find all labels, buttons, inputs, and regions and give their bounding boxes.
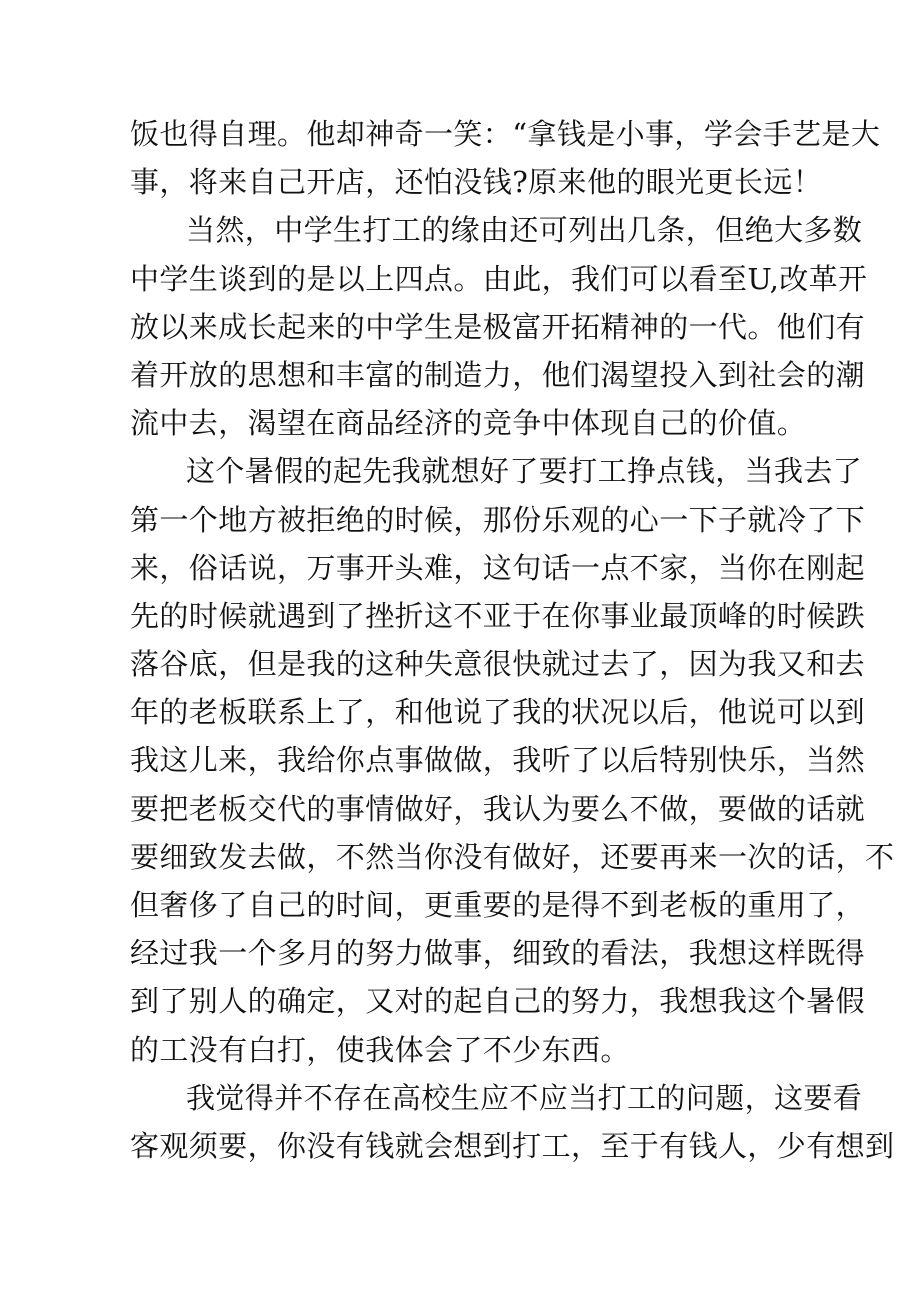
text-line: 落谷底，但是我的这种失意很快就过去了，因为我又和去 <box>130 647 866 682</box>
text-line: 来，俗话说，万事开头难，这句话一点不家，当你在刚起 <box>130 550 866 585</box>
text-line: 放以来成长起来的中学生是极富开拓精神的一代。他们有 <box>130 309 866 344</box>
text-line: 年的老板联系上了，和他说了我的状况以后，他说可以到 <box>130 695 866 730</box>
text-line: 事，将来自己开店，还怕没钱?原来他的眼光更长远！ <box>130 165 823 200</box>
text-line: 先的时候就遇到了挫折这不亚于在你事业最顶峰的时候跌 <box>130 598 866 633</box>
paragraph-start-line: 当然，中学生打工的缘由还可列出几条，但绝大多数 <box>186 213 863 248</box>
text-line: 经过我一个多月的努力做事，细致的看法，我想这样既得 <box>130 936 866 971</box>
text-line: 要把老板交代的事情做好，我认为要么不做，要做的话就 <box>130 791 866 826</box>
text-line: 着开放的思想和丰富的制造力，他们渴望投入到社会的潮 <box>130 357 866 392</box>
text-line: 饭也得自理。他却神奇一笑：“拿钱是小事，学会手艺是大 <box>130 117 881 151</box>
paragraph-start-line: 这个暑假的起先我就想好了要打工挣点钱，当我去了 <box>186 454 863 489</box>
document-body <box>130 110 895 1170</box>
text-line: 第一个地方被拒绝的时候，那份乐观的心一下子就冷了下 <box>130 502 866 537</box>
text-line: 要细致发去做，不然当你没有做好，还要再来一次的话，不 <box>130 839 895 874</box>
text-line: 客观须要，你没有钱就会想到打工，至于有钱人，少有想到 <box>130 1128 895 1163</box>
text-line: 我这儿来，我给你点事做做，我听了以后特别快乐，当然 <box>130 743 866 778</box>
text-line: 的工没有白打，使我体会了不少东西。 <box>130 1032 630 1067</box>
text-line: 但奢侈了自己的时间，更重要的是得不到老板的重用了， <box>130 888 866 922</box>
text-line: 到了别人的确定，又对的起自己的努力，我想我这个暑假 <box>130 984 866 1019</box>
text-line: 中学生谈到的是以上四点。由此，我们可以看至U,改革开 <box>130 261 868 296</box>
paragraph-start-line: 我觉得并不存在高校生应不应当打工的问题，这要看 <box>186 1080 863 1115</box>
text-line: 流中去，渴望在商品经济的竞争中体现自己的价值。 <box>130 406 807 441</box>
